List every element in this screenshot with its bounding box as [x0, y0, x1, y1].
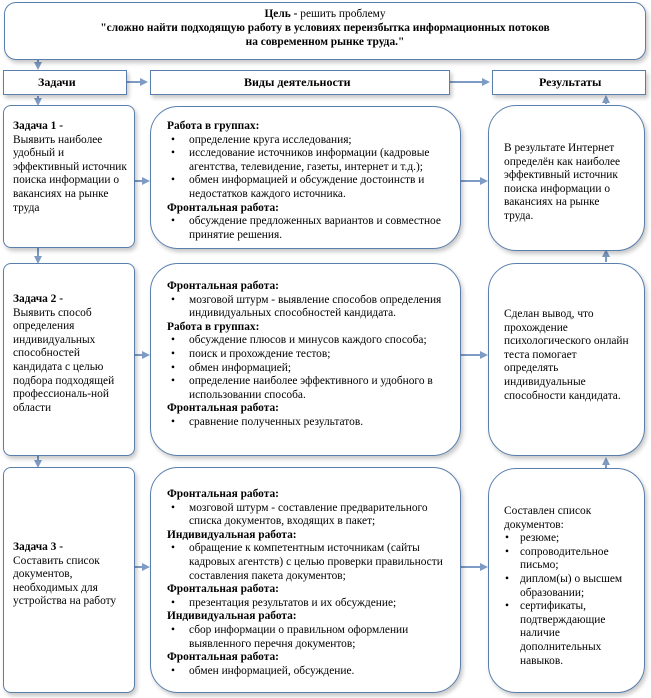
activity-box-2 — [150, 263, 461, 456]
header-activities-label: Виды деятельности — [244, 75, 351, 89]
result-list — [504, 532, 630, 668]
section-heading: Фронтальная работа: — [167, 488, 279, 500]
header-tasks-label: Задачи — [38, 75, 76, 89]
list-item: • резюме; — [504, 532, 630, 546]
task-box-3 — [3, 467, 135, 693]
section-heading: Фронтальная работа: — [167, 583, 279, 596]
list-item: • обмен информацией, обсуждение. — [167, 665, 452, 679]
list-item: • обращение к компетентным источникам (сайты кадровых агентств) с целью проверки правильности составления пакета документов; — [167, 542, 452, 583]
goal-quote-line1: "сложно найти подходящую работу в условиях переизбытка информационных потоков — [100, 22, 550, 34]
activity-box-1 — [150, 106, 461, 249]
list-item: • мозговой штурм - составление предварительного списка документов, входящих в пакет; — [167, 502, 452, 529]
section-heading: Работа в группах: — [167, 120, 260, 132]
goal-label: Цель - — [264, 8, 298, 20]
goal-box — [4, 2, 646, 60]
task-box-1 — [3, 105, 135, 248]
list-item: • определение круга исследования; — [167, 134, 452, 148]
section-heading: Фронтальная работа: — [167, 651, 279, 664]
activity-list — [167, 597, 452, 611]
list-item: • исследование источников информации (кадровые агентства, телевидение, газеты, интернет и т.д.); — [167, 147, 452, 174]
section-heading: Индивидуальная работа: — [167, 610, 297, 623]
result-box-1 — [488, 105, 645, 251]
header-results-label: Результаты — [539, 75, 602, 89]
activity-list — [167, 416, 452, 430]
goal-text: решить проблему — [297, 8, 386, 20]
section-heading: Индивидуальная работа: — [167, 528, 297, 541]
goal-line — [5, 7, 645, 21]
list-item: • мозговой штурм - выявление способов определения индивидуальных способностей кандидата. — [167, 294, 452, 321]
result-text: В результате Интернет определён как наиболее эффективный источник поиска информации о вакансиях на рынке труда. — [504, 142, 621, 222]
activity-list — [167, 502, 452, 529]
list-item: • сопроводительное письмо; — [504, 546, 630, 573]
list-item: • обсуждение предложенных вариантов и совместное принятие решения. — [167, 215, 452, 242]
list-item: • поиск и прохождение тестов; — [167, 348, 452, 362]
task-title: Задача 1 - — [13, 120, 64, 132]
result-text: Составлен список документов: — [504, 505, 592, 531]
section-heading: Фронтальная работа: — [167, 280, 279, 292]
activity-list — [167, 624, 452, 651]
list-item: • обмен информацией и обсуждение достоинств и недостатков каждого источника. — [167, 174, 452, 201]
list-item: • сбор информации о правильном оформлении выявленного перечня документов; — [167, 624, 452, 651]
task-text: Выявить способ определения индивидуальных способностей кандидата с целью подбора подходящей профессиональ-ной области — [13, 306, 115, 414]
list-item: • определение наиболее эффективного и удобного в использовании способа. — [167, 375, 452, 402]
activity-list — [167, 542, 452, 583]
task-text: Составить список документов, необходимых для устройства на работу — [13, 554, 117, 608]
task-text: Выявить наиболее удобный и эффективный источник поиска информации о вакансиях на рынке труда — [13, 133, 127, 214]
header-results — [492, 70, 646, 95]
list-item: • сравнение полученных результатов. — [167, 416, 452, 430]
list-item: • презентация результатов и их обсуждение; — [167, 597, 452, 611]
activity-list — [167, 215, 452, 242]
task-title: Задача 3 - — [13, 541, 64, 553]
section-heading: Работа в группах: — [167, 320, 260, 333]
list-item: • сертификаты, подтверждающие наличие дополнительных навыков. — [504, 600, 630, 668]
header-activities — [150, 70, 450, 95]
activity-list — [167, 334, 452, 402]
activity-list — [167, 134, 452, 202]
result-box-3 — [488, 468, 645, 693]
list-item: • диплом(ы) о высшем образовании; — [504, 573, 630, 600]
list-item: • обсуждение плюсов и минусов каждого способа; — [167, 334, 452, 348]
section-heading: Фронтальная работа: — [167, 402, 279, 415]
section-heading: Фронтальная работа: — [167, 201, 279, 214]
result-text: Сделан вывод, что прохождение психологического онлайн теста помогает определять индивидуальные способности кандидата. — [504, 308, 629, 402]
goal-quote-line2: на современном рынке труда." — [245, 36, 405, 48]
header-tasks — [3, 70, 127, 95]
activity-list — [167, 294, 452, 321]
result-box-2 — [488, 263, 645, 456]
activity-list — [167, 665, 452, 679]
task-box-2 — [3, 263, 135, 456]
task-title: Задача 2 - — [13, 293, 64, 305]
list-item: • обмен информацией; — [167, 362, 452, 376]
activity-box-3 — [150, 467, 461, 693]
